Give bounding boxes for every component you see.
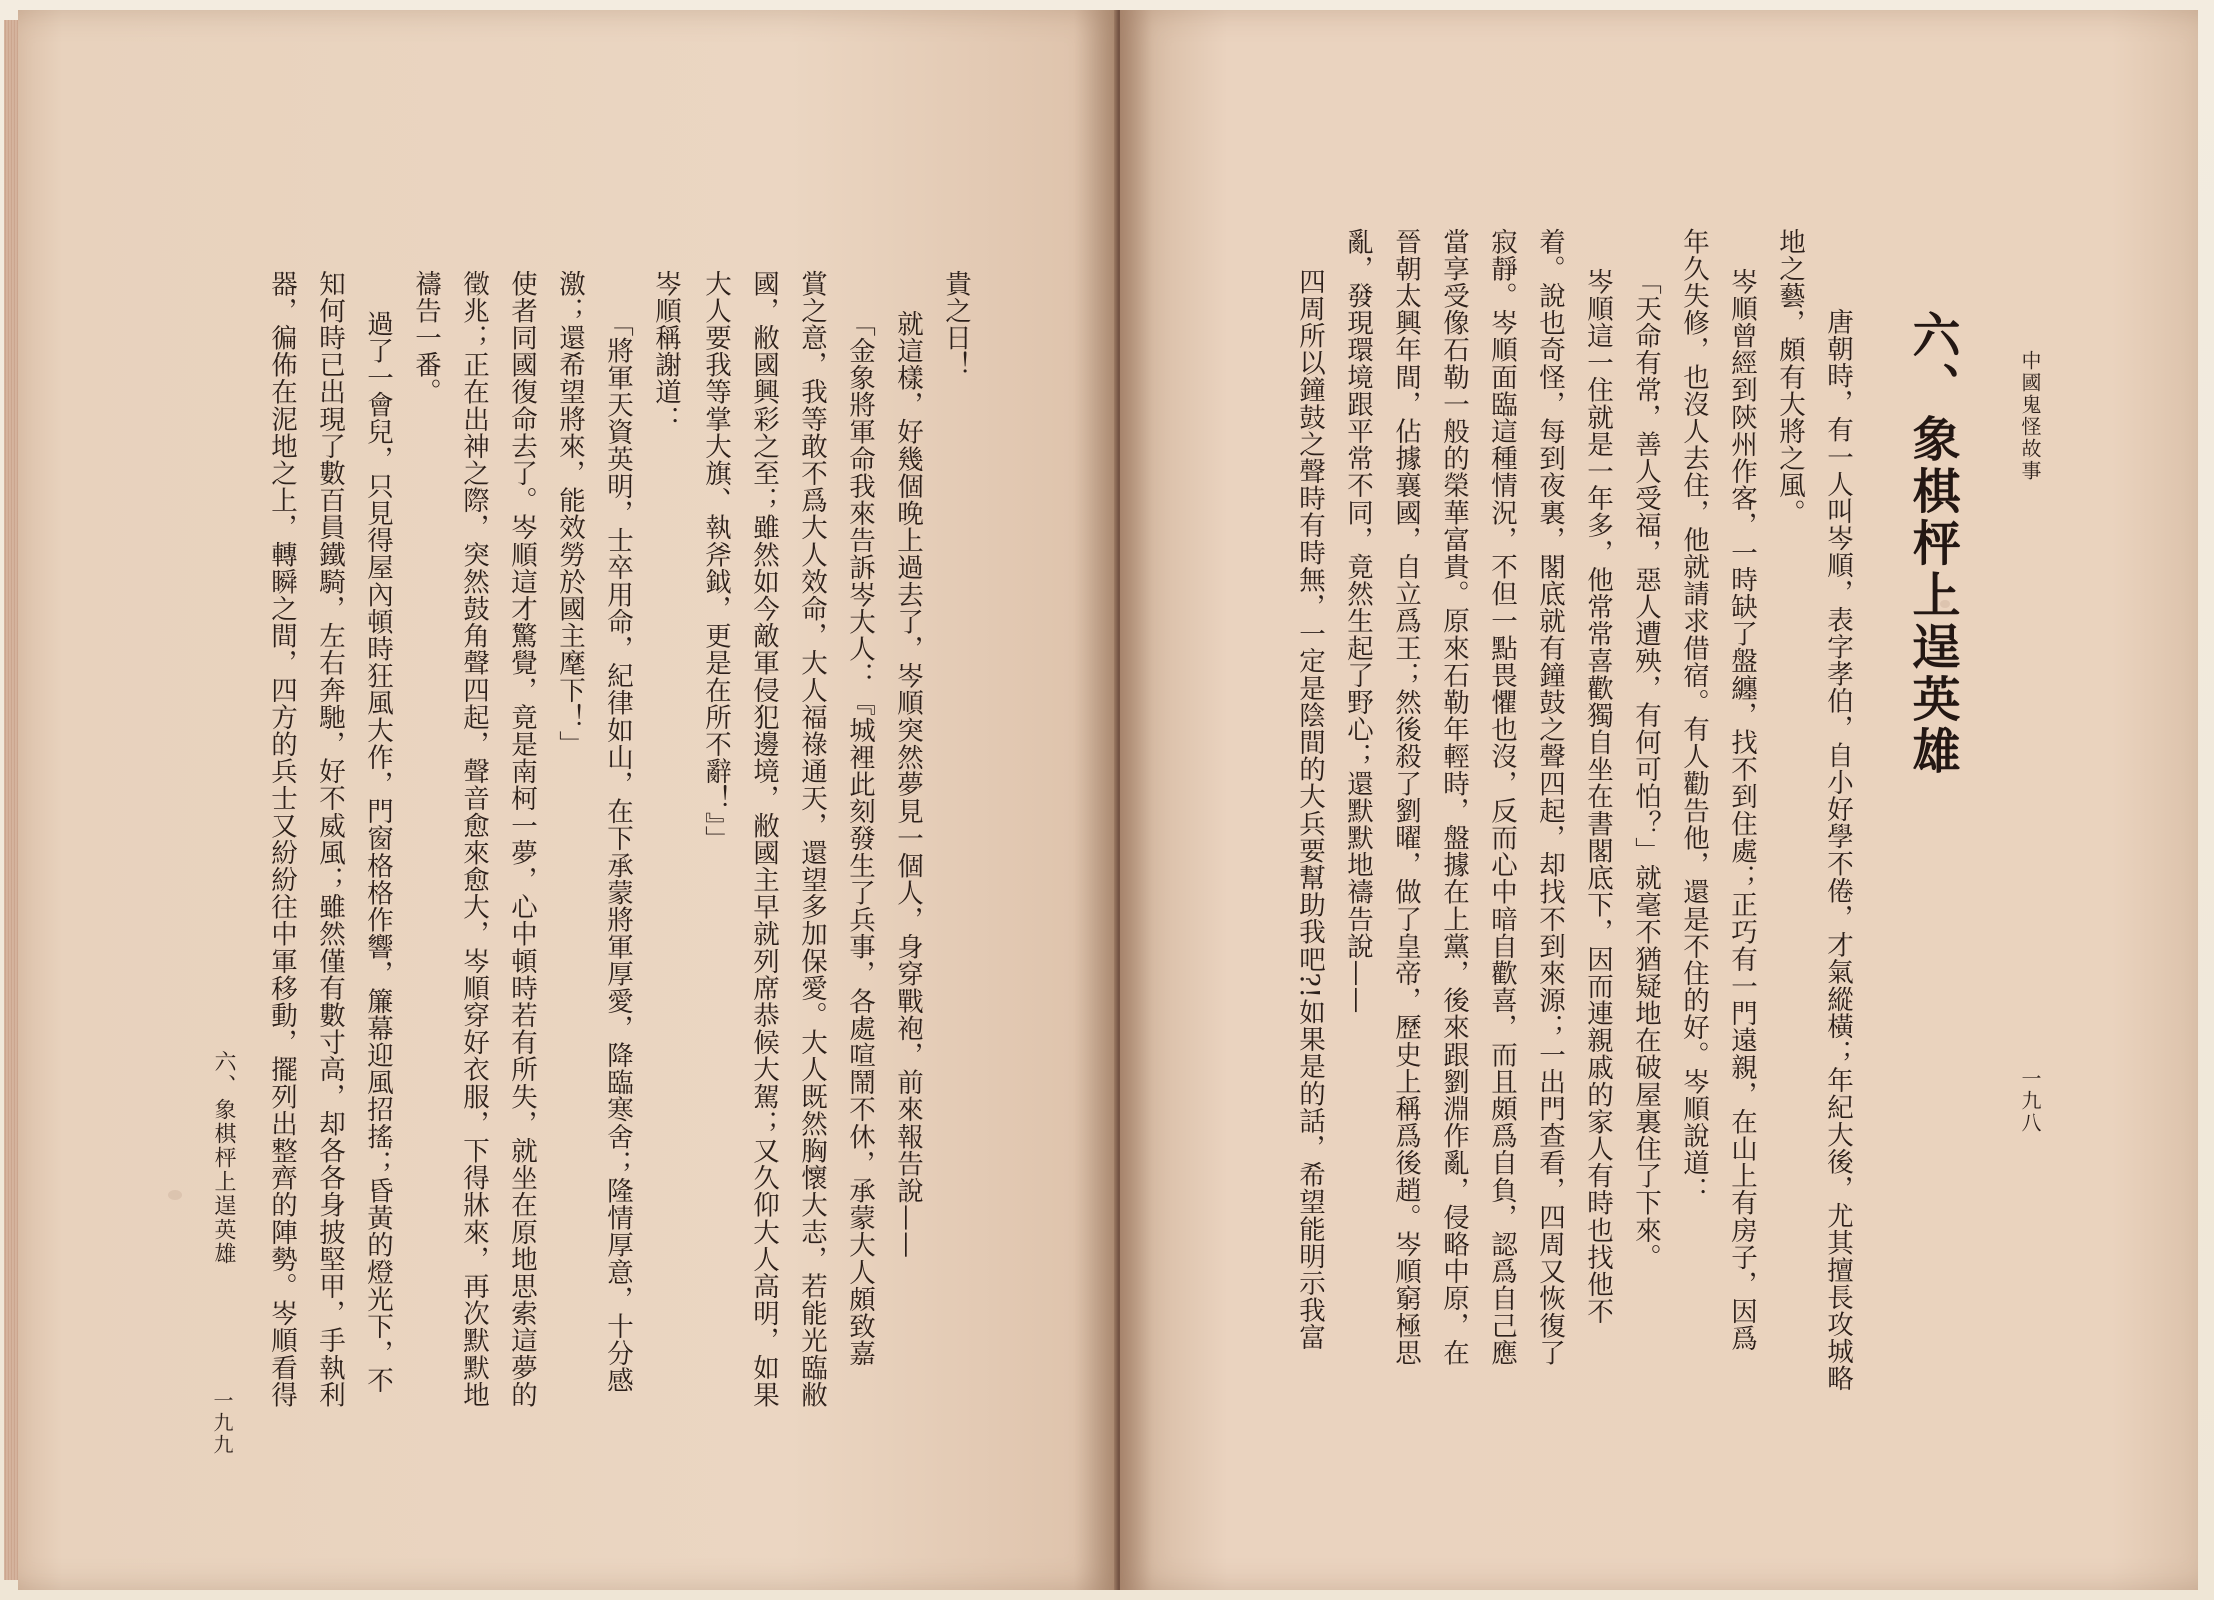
right-page-text xyxy=(1120,10,2198,1590)
chapter-title: 六、象棋枰上逞英雄 xyxy=(1904,310,1960,778)
page-number: 一九八 xyxy=(2018,1068,2042,1134)
text-column: 禱告一番。 xyxy=(410,270,441,406)
text-column: 四周所以鐘鼓之聲時有時無，一定是陰間的大兵要幫助我吧?!如果是的話，希望能明示我富 xyxy=(1294,268,1325,1351)
text-column: 「天命有常，善人受福，惡人遭殃，有何可怕？」就毫不猶疑地在破屋裏住了下來。 xyxy=(1630,268,1661,1271)
text-column: 晉朝太興年間，佔據襄國，自立爲王；然後殺了劉曜，做了皇帝，歷史上稱爲後趙。岑順窮極思 xyxy=(1390,228,1421,1367)
left-page xyxy=(18,10,1118,1590)
text-column: 徵兆；正在出神之際，突然鼓角聲四起，聲音愈來愈大，岑順穿好衣服，下得牀來，再次默默地 xyxy=(458,270,489,1409)
text-column: 唐朝時，有一人叫岑順，表字孝伯，自小好學不倦，才氣縱橫；年紀大後，尤其擅長攻城略 xyxy=(1822,308,1853,1392)
text-column: 賞之意，我等敢不爲大人效命，大人福祿通天，還望多加保愛。大人既然胸懷大志，若能光臨敝 xyxy=(796,270,827,1409)
text-column: 過了一會兒，只見得屋內頓時狂風大作，門窗格格作響，簾幕迎風招搖；昏黃的燈光下，不 xyxy=(362,310,393,1394)
text-column: 國，敝國興彩之至；雖然如今敵軍侵犯邊境，敝國主早就列席恭候大駕；又久仰大人高明，如果 xyxy=(748,270,779,1409)
text-column: 岑順曾經到陝州作客，一時缺了盤纏，找不到住處；正巧有一門遠親，在山上有房子，因爲 xyxy=(1726,268,1757,1352)
text-column: 着。說也奇怪，每到夜裏，閣底就有鐘鼓之聲四起，却找不到來源；一出門查看，四周又恢復了 xyxy=(1534,228,1565,1367)
text-column: 激；還希望將來，能效勞於國主麾下！」 xyxy=(554,270,585,758)
open-book xyxy=(18,10,2198,1590)
text-column: 岑順這一住就是一年多，他常常喜歡獨自坐在書閣底下，因而連親戚的家人有時也找他不 xyxy=(1582,268,1613,1325)
text-column: 大人要我等掌大旗、執斧鉞，更是在所不辭！』」 xyxy=(700,270,731,853)
text-column: 器，徧佈在泥地之上，轉瞬之間，四方的兵士又紛紛往中軍移動，擺列出整齊的陣勢。岑順看得 xyxy=(266,270,297,1409)
left-page-text xyxy=(18,10,1118,1590)
text-column: 當享受像石勒一般的榮華富貴。原來石勒年輕時，盤據在上黨，後來跟劉淵作亂，侵略中原，在 xyxy=(1438,228,1469,1367)
text-column: 寂靜。岑順面臨這種情況，不但一點畏懼也沒，反而心中暗自歡喜，而且頗爲自負，認爲自己應 xyxy=(1486,228,1517,1367)
text-column: 年久失修，也沒人去住，他就請求借宿。有人勸告他，還是不住的好。岑順說道： xyxy=(1678,228,1709,1204)
text-column: 知何時已出現了數百員鐵騎，左右奔馳，好不威風；雖然僅有數寸高，却各各身披堅甲，手執利 xyxy=(314,270,345,1409)
text-column: 地之藝，頗有大將之風。 xyxy=(1774,228,1805,527)
running-head: 中國鬼怪故事 xyxy=(2018,350,2042,482)
footer-chapter-title: 六、象棋枰上逞英雄 xyxy=(211,1050,236,1266)
text-column: 「將軍天資英明，士卒用命，紀律如山，在下承蒙將軍厚愛，降臨寒舍；隆情厚意，十分感 xyxy=(602,310,633,1394)
text-column: 使者同國復命去了。岑順這才驚覺，竟是南柯一夢，心中頓時若有所失，就坐在原地思索這夢的 xyxy=(506,270,537,1409)
text-column: 就這樣，好幾個晚上過去了，岑順突然夢見一個人，身穿戰袍，前來報告說—— xyxy=(892,310,923,1259)
text-column: 岑順稱謝道： xyxy=(650,270,681,433)
page-edges xyxy=(4,20,18,1580)
text-column: 貴之日！ xyxy=(940,270,971,379)
text-column: 亂，發現環境跟平常不同，竟然生起了野心；還默默地禱告說—— xyxy=(1342,228,1373,1014)
text-column: 「金象將軍命我來告訴岑大人：『城裡此刻發生了兵事，各處喧鬧不休，承蒙大人頗致嘉 xyxy=(844,310,875,1367)
right-page xyxy=(1120,10,2198,1590)
page-number: 一九九 xyxy=(210,1390,234,1456)
